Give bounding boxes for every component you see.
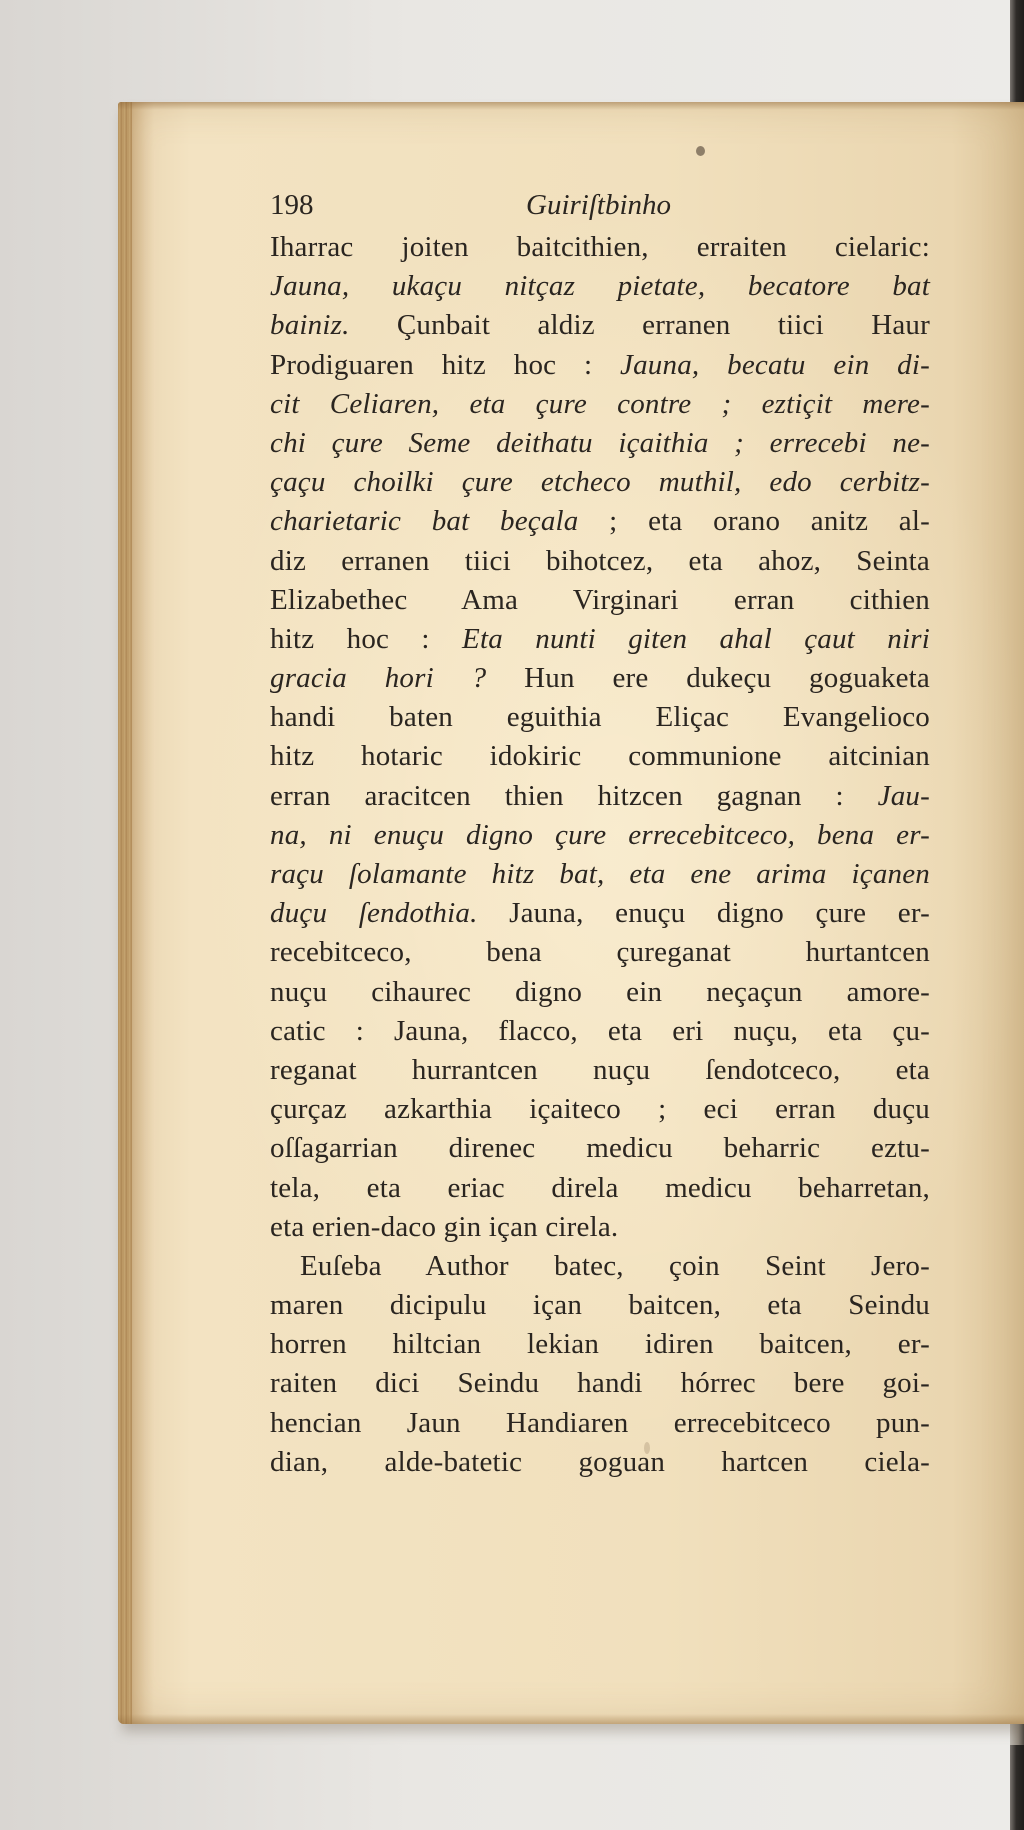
- text-block: [270, 182, 930, 1482]
- running-title: Guiriſtbinho: [526, 189, 672, 221]
- roman-text: çurçaz azkarthia içaiteco ; eci erran duçu: [270, 1093, 930, 1126]
- text-line: [270, 385, 930, 424]
- text-line: [270, 424, 930, 463]
- text-line: [270, 855, 930, 894]
- roman-text: maren dicipulu içan baitcen, eta Seindu: [270, 1289, 930, 1322]
- roman-text: Hun ere dukeçu goguaketa: [486, 662, 930, 695]
- italic-text: Eta nunti giten ahal çaut niri: [462, 622, 930, 655]
- page-number: 198: [270, 189, 314, 221]
- text-line: [270, 973, 930, 1012]
- italic-text: gracia hori ?: [270, 662, 487, 695]
- roman-text: raiten dici Seindu handi hórrec bere goi-: [270, 1367, 930, 1400]
- text-line: [270, 698, 930, 737]
- italic-text: Jau-: [877, 779, 930, 812]
- roman-text: hitz hoc :: [270, 622, 463, 655]
- text-line: [270, 267, 930, 306]
- roman-text: Iharrac joiten baitcithien, erraiten cielaric:: [270, 231, 930, 263]
- italic-text: duçu ſendothia.: [270, 897, 478, 930]
- text-line: [270, 306, 930, 345]
- roman-text: erran aracitcen thien hitzcen gagnan :: [270, 779, 878, 812]
- italic-text: charietaric bat beçala: [270, 505, 579, 538]
- roman-text: horren hiltcian lekian idiren baitcen, er-: [270, 1328, 930, 1361]
- body-text: [270, 228, 930, 1482]
- text-line: [270, 894, 930, 933]
- italic-text: çaçu choilki çure etcheco muthil, edo cerbitz-: [270, 466, 930, 499]
- italic-text: Jauna, ukaçu nitçaz pietate, becatore bat: [270, 270, 930, 303]
- roman-text: dian, alde-batetic goguan hartcen ciela-: [270, 1445, 930, 1478]
- italic-text: cit Celiaren, eta çure contre ; eztiçit mere-: [270, 387, 930, 420]
- text-line: [270, 1286, 930, 1325]
- roman-text: Prodiguaren hitz hoc :: [270, 348, 621, 381]
- text-line: [270, 1129, 930, 1168]
- roman-text: hencian Jaun Handiaren errecebitceco pun-: [270, 1406, 930, 1439]
- text-line: [270, 1325, 930, 1364]
- roman-text: Euſeba Author batec, çoin Seint Jero-: [300, 1249, 930, 1282]
- italic-text: chi çure Seme deithatu içaithia ; errecebi ne-: [270, 426, 930, 459]
- roman-text: nuçu cihaurec digno ein neçaçun amore-: [270, 975, 930, 1008]
- roman-text: catic : Jauna, flacco, eta eri nuçu, eta çu-: [270, 1014, 930, 1047]
- text-line: [270, 463, 930, 502]
- text-line: [270, 1208, 930, 1247]
- text-line: [270, 816, 930, 855]
- roman-text: hitz hotaric idokiric communione aitcinian: [270, 740, 930, 773]
- text-line: [270, 620, 930, 659]
- roman-text: eta erien-daco gin içan cirela.: [270, 1210, 619, 1243]
- roman-text: Jauna, enuçu digno çure er-: [477, 897, 930, 930]
- text-line: [270, 228, 930, 267]
- text-line: [270, 659, 930, 698]
- roman-text: diz erranen tiici bihotcez, eta ahoz, Seinta: [270, 544, 930, 577]
- page-top-edge: [118, 102, 1024, 110]
- text-line: [270, 346, 930, 385]
- text-line: [270, 1090, 930, 1129]
- text-line: [270, 1404, 930, 1443]
- roman-text: handi baten eguithia Eliçac Evangelioco: [270, 701, 930, 734]
- text-line: [270, 1051, 930, 1090]
- italic-text: Jauna, becatu ein di-: [620, 348, 930, 381]
- ink-spot: [696, 146, 705, 156]
- text-line: [270, 1443, 930, 1482]
- text-line: [270, 1169, 930, 1208]
- italic-text: na, ni enuçu digno çure errecebitceco, bena er-: [270, 818, 930, 851]
- text-line: [270, 933, 930, 972]
- text-line: [270, 737, 930, 776]
- roman-text: recebitceco, bena çureganat hurtantcen: [270, 936, 930, 969]
- text-line: [270, 581, 930, 620]
- roman-text: reganat hurrantcen nuçu ſendotceco, eta: [270, 1053, 930, 1086]
- text-line: [270, 502, 930, 541]
- text-line: [270, 777, 930, 816]
- roman-text: ; eta orano anitz al-: [578, 505, 930, 538]
- roman-text: Çunbait aldiz erranen tiici Haur: [349, 309, 930, 342]
- italic-text: raçu ſolamante hitz bat, eta ene arima içanen: [270, 858, 930, 890]
- text-line: [270, 1364, 930, 1403]
- roman-text: oſſagarrian direnec medicu beharric eztu-: [270, 1132, 930, 1165]
- page-edges: [118, 102, 132, 1724]
- page-bottom-edge: [118, 1714, 1024, 1724]
- roman-text: tela, eta eriac direla medicu beharretan,: [270, 1171, 930, 1204]
- text-line: [270, 542, 930, 581]
- text-line: [270, 1247, 930, 1286]
- text-line: [270, 1012, 930, 1051]
- italic-text: bainiz.: [270, 309, 350, 342]
- roman-text: Elizabethec Ama Virginari erran cithien: [270, 583, 930, 616]
- book-page: [118, 102, 1024, 1724]
- running-head: [270, 182, 930, 228]
